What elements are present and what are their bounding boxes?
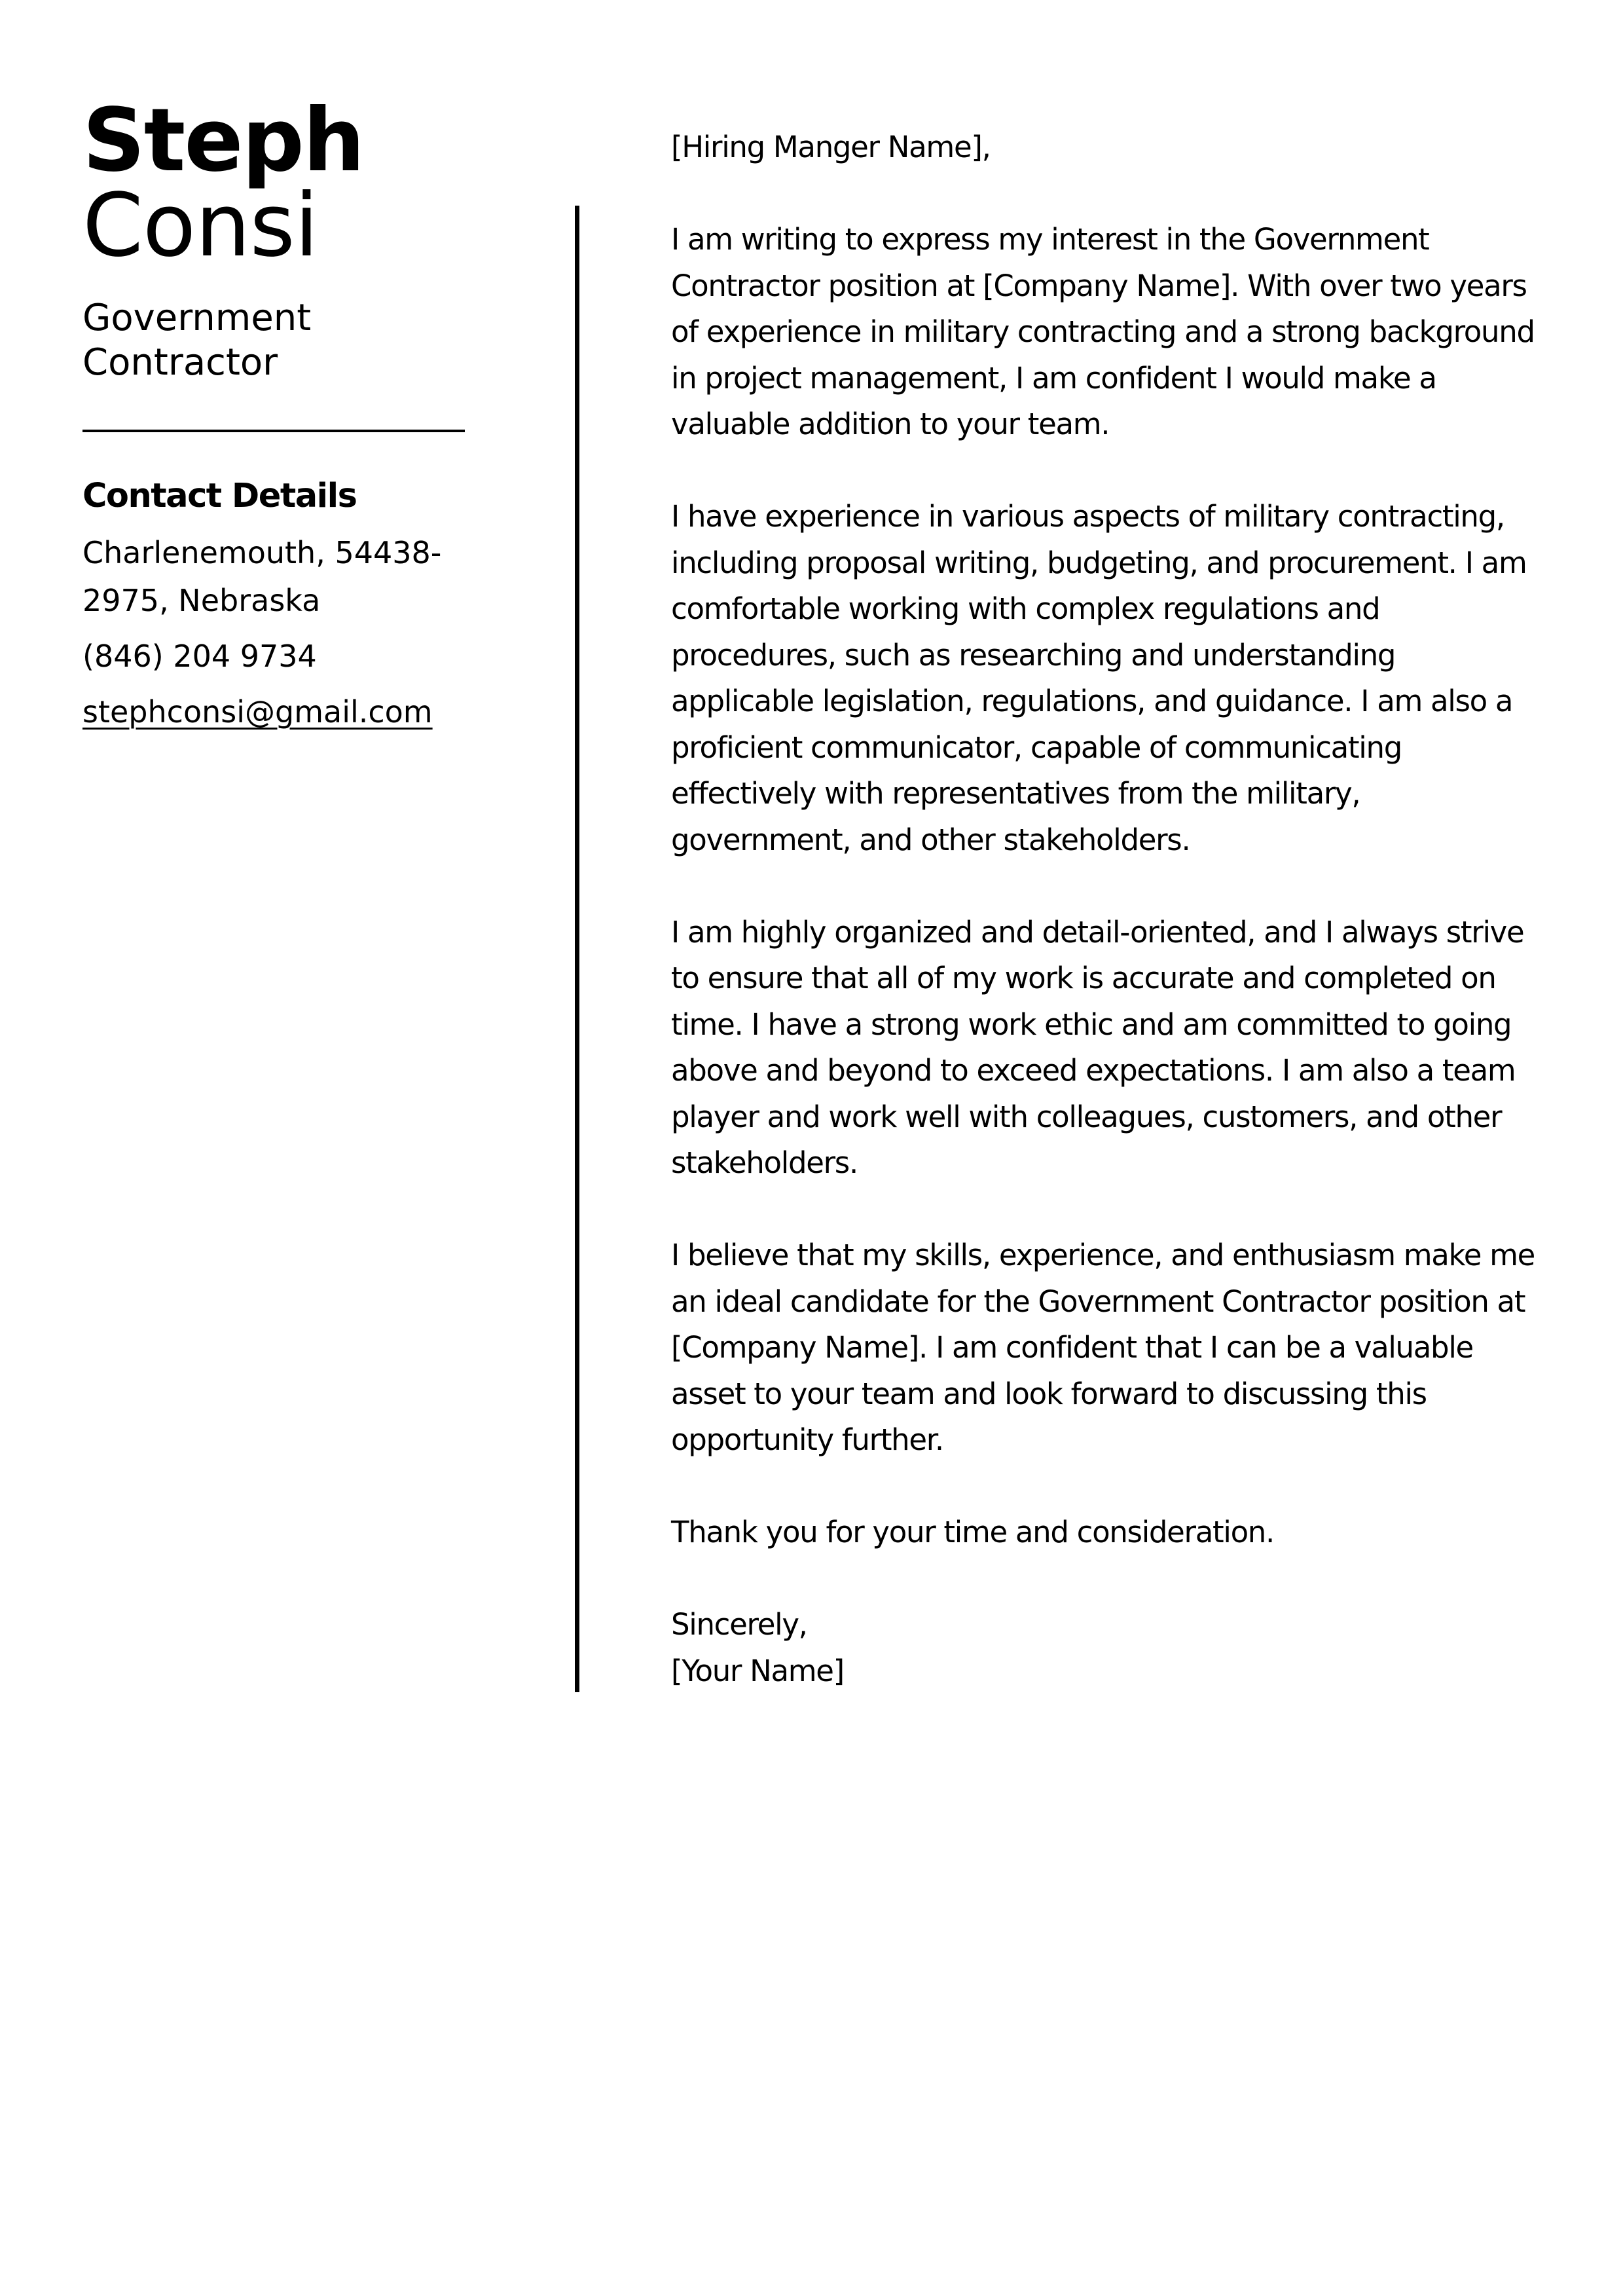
vertical-divider — [575, 206, 579, 1692]
job-title: Government Contractor — [82, 297, 312, 384]
letter-body — [671, 124, 1535, 1694]
closing: Sincerely, — [671, 1607, 807, 1642]
salutation: [Hiring Manger Name], — [671, 130, 991, 164]
last-name: Consi — [82, 176, 318, 276]
contact-address: Charlenemouth, 54438-2975, Nebraska — [82, 535, 442, 618]
letter-paragraph: I am writing to express my interest in the Government Contractor position at [Company Name]. With over two years of experience in military contracting and a strong background in project management, I am confident I would make a valuable addition to your team. — [671, 222, 1535, 441]
letter-paragraph: I am highly organized and detail-oriented, and I always strive to ensure that all of my work is accurate and completed on time. I have a strong work ethic and am committed to going above and beyond to exceed expectations. I am also a team player and work well with colleagues, customers, and other stakeholders. — [671, 914, 1524, 1180]
letter-paragraph: I believe that my skills, experience, and enthusiasm make me an ideal candidate for the Government Contractor position at [Company Name]. I am confident that I can be a valuable asset to your team and look forward to discussing this opportunity further. — [671, 1238, 1535, 1457]
sidebar — [82, 90, 469, 736]
contact-phone: (846) 204 9734 — [82, 639, 317, 674]
signature: [Your Name] — [671, 1653, 844, 1688]
contact-heading: Contact Details — [82, 477, 357, 515]
letter-paragraph: Thank you for your time and consideration. — [671, 1515, 1275, 1549]
divider — [82, 430, 465, 432]
first-name: Steph — [82, 90, 364, 191]
letter-paragraph: I have experience in various aspects of military contracting, including proposal writing, budgeting, and procurement. I am comfortable working with complex regulations and procedures, such as researching and understanding applicable legislation, regulations, and guidance. I am also a proficient communicator, capable of communicating effectively with representatives from the military, government, and other stakeholders. — [671, 499, 1527, 857]
email-link[interactable]: stephconsi@gmail.com — [82, 694, 433, 730]
